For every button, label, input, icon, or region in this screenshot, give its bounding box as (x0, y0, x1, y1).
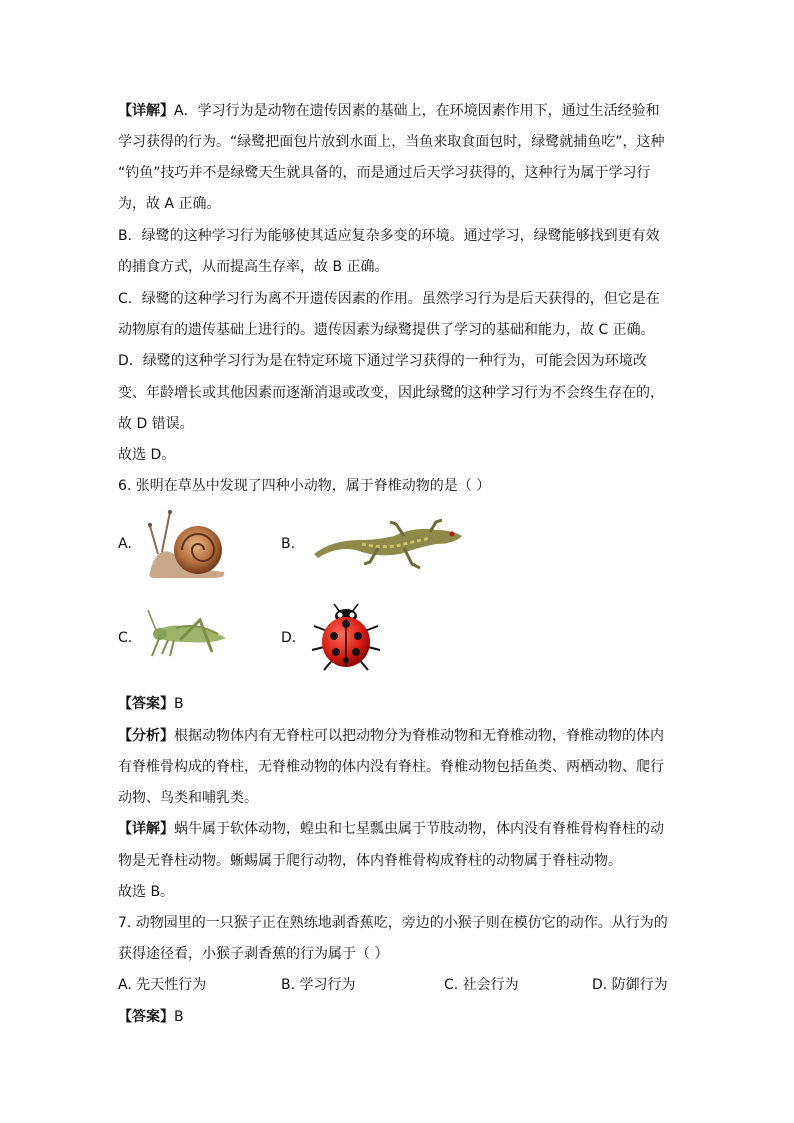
q5-detail-line: D．绿鹭的这种学习行为是在特定环境下通过学习获得的一种行为，可能会因为环境改 (118, 353, 647, 369)
q6-option-b-label: B. (281, 536, 296, 552)
grasshopper-image (146, 608, 228, 662)
q6-option-d-label: D. (281, 630, 297, 646)
q7-option-c: C. 社会行为 (444, 977, 519, 993)
q5-detail-line: 动物原有的遗传基础上进行的。遗传因素为绿鹭提供了学习的基础和能力，故 C 正确。 (118, 322, 655, 338)
q6-detail-line: 物是无脊柱动物。蜥蜴属于爬行动物，体内脊椎骨构成脊柱的动物属于脊柱动物。 (118, 853, 622, 869)
q6-option-c-label: C. (118, 630, 133, 646)
lizard-image (312, 518, 464, 572)
q5-detail-line: 为，故 A 正确。 (118, 196, 221, 212)
q5-detail-line: 学习获得的行为。“绿鹭把面包片放到水面上，当鱼来取食面包时，绿鹭就捕鱼吃”，这种 (118, 134, 665, 150)
q5-detail-line: 故选 D。 (118, 447, 176, 463)
q7-option-d: D. 防御行为 (592, 977, 668, 993)
q6-detail-line: 故选 B。 (118, 884, 175, 900)
q6-stem: 6. 张明在草丛中发现了四种小动物，属于脊椎动物的是（ ） (118, 478, 491, 494)
q6-option-a-label: A. (118, 536, 132, 552)
q5-detail-line: 【详解】A．学习行为是动物在遗传因素的基础上，在环境因素作用下，通过生活经验和 (118, 103, 660, 119)
q5-detail-line: 故 D 错误。 (118, 416, 194, 432)
q5-detail-line: B．绿鹭的这种学习行为能够使其适应复杂多变的环境。通过学习，绿鹭能够找到更有效 (118, 228, 660, 244)
snail-image (144, 508, 228, 580)
q7-stem-line: 7. 动物园里的一只猴子正在熟练地剥香蕉吃，旁边的小猴子则在模仿它的动作。从行为的 (118, 915, 668, 931)
q7-option-b: B. 学习行为 (281, 977, 356, 993)
q5-detail-line: C．绿鹭的这种学习行为离不开遗传因素的作用。虽然学习行为是后天获得的，但它是在 (118, 291, 660, 307)
q5-detail-line: 变、年龄增长或其他因素而逐渐消退或改变，因此绿鹭的这种学习行为不会终生存在的， (118, 385, 664, 401)
q7-option-a: A. 先天性行为 (118, 977, 207, 993)
ladybug-image (310, 602, 382, 672)
q6-answer: 【答案】B (118, 696, 184, 712)
q7-answer: 【答案】B (118, 1009, 184, 1025)
q6-analysis-line: 【分析】根据动物体内有无脊柱可以把动物分为脊椎动物和无脊椎动物，脊椎动物的体内 (118, 728, 664, 744)
q6-analysis-line: 有脊椎骨构成的脊柱，无脊椎动物的体内没有脊柱。脊椎动物包括鱼类、两栖动物、爬行 (118, 759, 664, 775)
q5-detail-line: “钓鱼”技巧并不是绿鹭天生就具备的，而是通过后天学习获得的，这种行为属于学习行 (118, 165, 651, 181)
q7-stem-line: 获得途径看，小猴子剥香蕉的行为属于（ ） (118, 946, 389, 962)
q6-analysis-line: 动物、鸟类和哺乳类。 (118, 790, 258, 806)
q5-detail-line: 的捕食方式，从而提高生存率，故 B 正确。 (118, 259, 389, 275)
q6-detail-line: 【详解】蜗牛属于软体动物，蝗虫和七星瓢虫属于节肢动物，体内没有脊椎骨构脊柱的动 (118, 821, 664, 837)
